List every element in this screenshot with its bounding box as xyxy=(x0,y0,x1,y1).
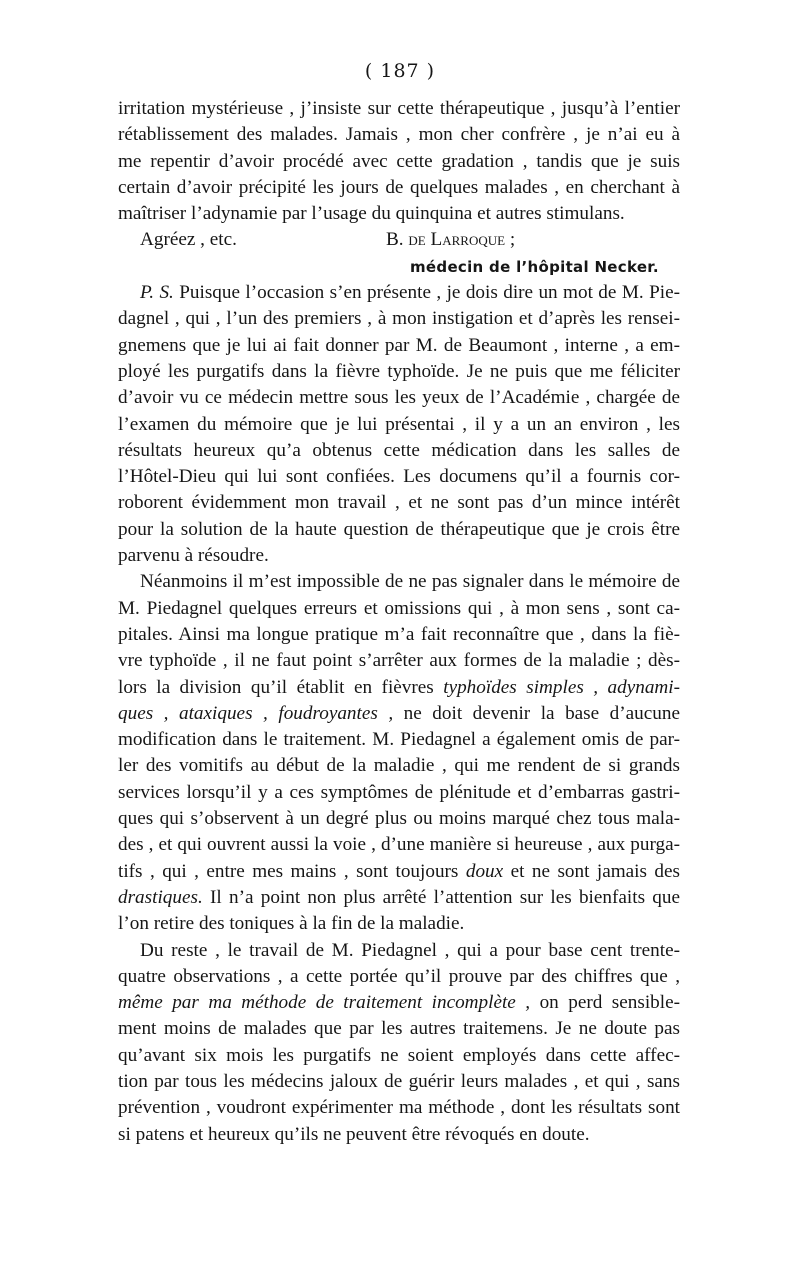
ps-first-line: Puisque l’occasion s’en présente , je dois dire un mot de M. Pie- xyxy=(173,282,680,304)
text-fragment: ne doit devenir la base d’aucune xyxy=(393,702,680,724)
text-line: maîtriser l’adynamie par l’usage du quinquina et autres stimulans. xyxy=(118,203,625,225)
page-number: ( 187 ) xyxy=(364,60,436,82)
text-line: certain d’avoir précipité les jours de quelques malades , en cherchant à xyxy=(118,176,680,198)
text-line: irritation mystérieuse , j’insiste sur cette thérapeutique , jusqu’à l’entier xyxy=(118,98,680,119)
text-line: me repentir d’avoir procédé avec cette gradation , tandis que je suis xyxy=(118,150,680,172)
text-line: prévention , voudront expérimenter ma méthode , dont les résultats sont xyxy=(118,1097,680,1119)
text-line: pour la solution de la haute question de thérapeutique que je crois être xyxy=(118,518,680,540)
text-line xyxy=(118,701,680,727)
text-fragment: on perd sensible- xyxy=(530,992,680,1014)
text-line: M. Piedagnel quelques erreurs et omissions qui , à mon sens , sont ca- xyxy=(118,597,680,619)
text-line: ployé les purgatifs dans la fièvre typhoïde. Je ne puis que me féliciter xyxy=(118,360,680,382)
text-line: pitales. Ainsi ma longue pratique m’a fait reconnaître que , dans la fiè- xyxy=(118,623,680,645)
author-initial: B. xyxy=(386,229,404,251)
text-line: l’on retire des toniques à la fin de la maladie. xyxy=(118,913,465,935)
text-line: quatre observations , a cette portée qu’il prouve par des chiffres que , xyxy=(118,965,680,987)
text-line: parvenu à résoudre. xyxy=(118,545,269,567)
text-fragment: et ne sont jamais des xyxy=(503,860,680,882)
text-line: ques qui s’observent à un degré plus ou moins marqué chez tous mala- xyxy=(118,808,680,830)
text-line: vre typhoïde , il ne faut point s’arrêter aux formes de la maladie ; dès- xyxy=(118,650,680,672)
italic-fragment: ques , ataxiques , foudroyantes , xyxy=(118,702,394,724)
italic-fragment: doux xyxy=(465,860,504,882)
italic-fragment: typhoïdes simples , adynami- xyxy=(443,676,680,698)
text-line: Du reste , le travail de M. Piedagnel , qui a pour base cent trente- xyxy=(140,939,680,961)
text-line xyxy=(118,885,680,911)
text-line: ler des vomitifs au début de la maladie , qui me rendent de si grands xyxy=(118,755,680,777)
text-line xyxy=(118,675,680,701)
ps-label: P. S. xyxy=(140,282,174,304)
italic-fragment: même par ma méthode de traitement incomplète , xyxy=(118,992,531,1014)
text-line: rétablissement des malades. Jamais , mon cher confrère , je n’ai eu à xyxy=(118,124,680,146)
italic-fragment: drastiques. xyxy=(118,886,203,908)
text-line xyxy=(118,990,680,1016)
text-line: résultats heureux qu’a obtenus cette médication dans les salles de xyxy=(118,439,680,461)
text-line: services lorsqu’il y a ces symptômes de plénitude et d’embarras gastri- xyxy=(118,781,680,803)
text-line: ment moins de malades que par les autres traitemens. Je ne doute pas xyxy=(118,1018,680,1040)
text-fragment: Il n’a point non plus arrêté l’attention sur les bienfaits que xyxy=(202,886,680,908)
body-text xyxy=(118,96,680,1148)
text-line xyxy=(118,859,680,885)
text-line: si patens et heureux qu’ils ne peuvent être révoqués en doute. xyxy=(118,1123,590,1145)
text-line: roborent évidemment mon travail , et ne sont pas d’un mince intérêt xyxy=(118,492,680,514)
signature-row xyxy=(118,227,680,253)
author-signature xyxy=(386,227,515,253)
text-line: des , et qui ouvrent aussi la voie , d’une manière si heureuse , aux purga- xyxy=(118,834,680,856)
text-line: dagnel , qui , l’un des premiers , à mon instigation et d’après les rensei- xyxy=(118,308,680,330)
closing-formula: Agréez , etc. xyxy=(140,229,237,251)
text-line: gnemens que je lui ai fait donner par M. de Beaumont , interne , a em- xyxy=(118,334,680,356)
text-line: qu’avant six mois les purgatifs ne soient employés dans cette affec- xyxy=(118,1044,680,1066)
text-line: Néanmoins il m’est impossible de ne pas signaler dans le mémoire de xyxy=(140,571,680,593)
text-line xyxy=(118,280,680,306)
text-line: d’avoir vu ce médecin mettre sous les yeux de l’Académie , chargée de xyxy=(118,387,680,409)
text-line: tion par tous les médecins jaloux de guérir leurs malades , et qui , sans xyxy=(118,1070,680,1092)
text-line: l’examen du mémoire que je lui présentai , il y a un an environ , les xyxy=(118,413,680,435)
text-fragment: lors la division qu’il établit en fièvres xyxy=(118,676,434,698)
text-line: l’Hôtel-Dieu qui lui sont confiées. Les documens qu’il a fournis cor- xyxy=(118,466,680,488)
text-fragment: tifs , qui , entre mes mains , sont toujours xyxy=(118,860,466,882)
author-name: de Larroque ; xyxy=(408,229,516,251)
author-title: médecin de l’hôpital Necker. xyxy=(410,257,659,276)
text-line: modification dans le traitement. M. Piedagnel a également omis de par- xyxy=(118,729,680,751)
